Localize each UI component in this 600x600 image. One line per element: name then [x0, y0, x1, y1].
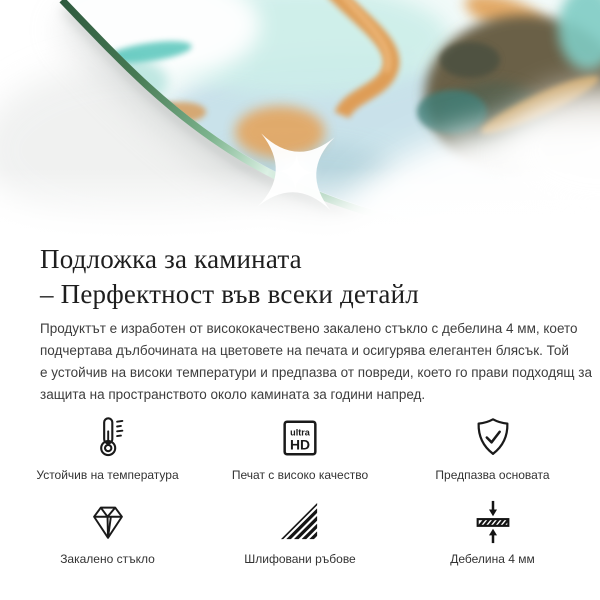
- description-line: Продуктът е изработен от висококачествено закалено стъкло с дебелина 4 мм, което: [40, 321, 578, 336]
- feature-label: Закалено стъкло: [60, 552, 155, 566]
- feature-protection: [425, 415, 560, 482]
- thermometer-icon: [85, 415, 131, 461]
- title-line-1: Подложка за камината: [40, 244, 302, 274]
- feature-temperature: [36, 415, 179, 482]
- feature-grid: [36, 415, 560, 583]
- feature-label: Дебелина 4 мм: [450, 552, 535, 566]
- feature-label: Устойчив на температура: [36, 468, 179, 482]
- polished-edges-icon: [277, 499, 323, 545]
- ultra-hd-text-bottom: HD: [289, 436, 311, 453]
- title-line-2: – Перфектност във всеки детайл: [40, 279, 419, 309]
- ultra-hd-text-top: ultra: [290, 427, 310, 438]
- page-title: [40, 242, 560, 312]
- shield-check-icon: [470, 415, 516, 461]
- feature-label: Печат с високо качество: [231, 468, 369, 482]
- feature-polished-edges: [233, 499, 368, 566]
- feature-thickness: [425, 499, 560, 566]
- feature-tempered-glass: [40, 499, 175, 566]
- product-description-section: [0, 240, 600, 583]
- description-line: подчертава дълбочината на цветовете на печата и осигурява елегантен блясък. Той: [40, 343, 569, 358]
- ultra-hd-icon: [277, 415, 323, 461]
- product-description: [40, 318, 592, 406]
- glass-mat-photo: [0, 0, 600, 240]
- feature-print-quality: [233, 415, 368, 482]
- feature-label: Предпазва основата: [435, 468, 550, 482]
- diamond-icon: [85, 499, 131, 545]
- thickness-icon: [470, 499, 516, 545]
- product-image: [0, 0, 600, 240]
- description-line: е устойчив на високи температури и предпазва от повреди, което го прави подходящ за: [40, 365, 592, 380]
- description-line: защита на пространството около камината за години напред.: [40, 387, 426, 402]
- feature-label: Шлифовани ръбове: [244, 552, 356, 566]
